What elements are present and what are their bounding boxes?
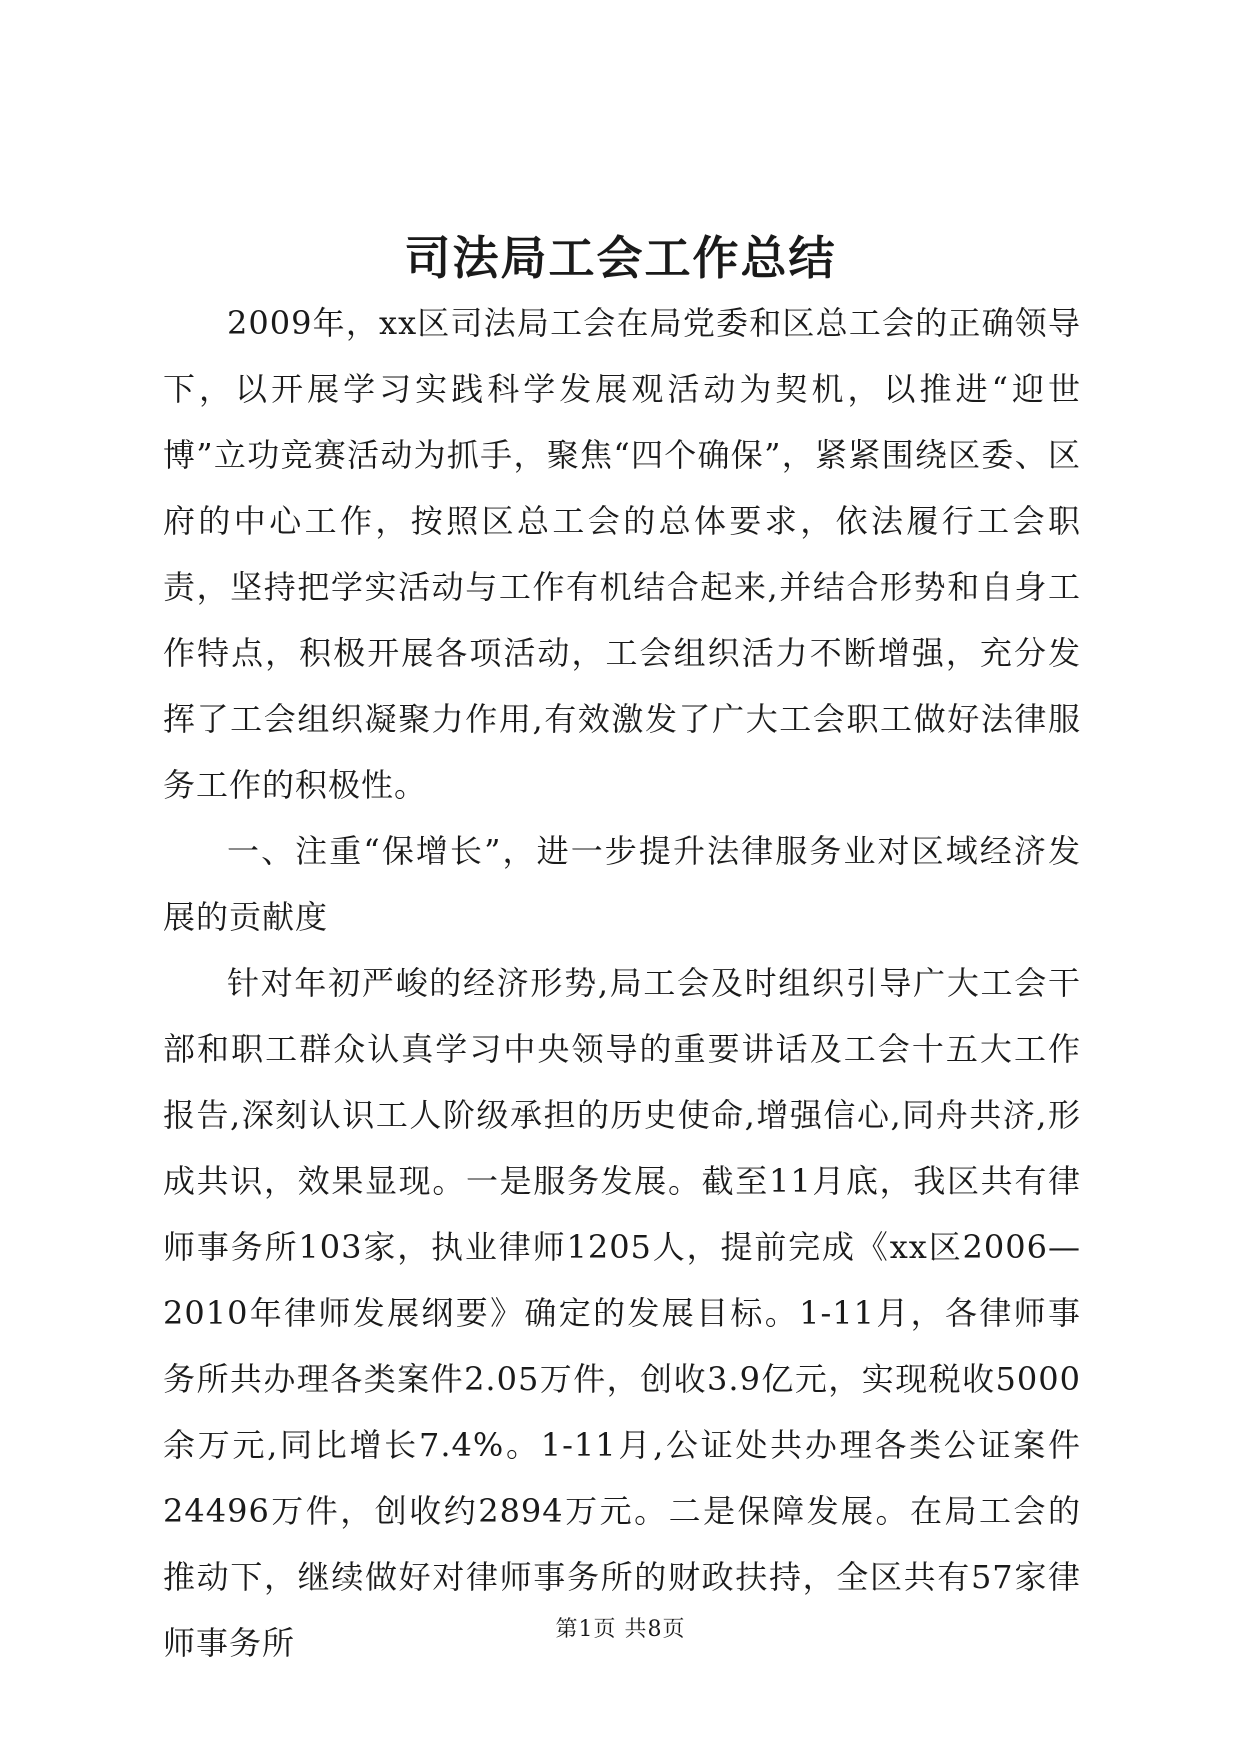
document-body — [163, 290, 1081, 1676]
paragraph-intro: 2009年，xx区司法局工会在局党委和区总工会的正确领导下，以开展学习实践科学发展观活动为契机，以推进“迎世博”立功竞赛活动为抓手，聚焦“四个确保”，紧紧围绕区委、区府的中心工作，按照区总工会的总体要求，依法履行工会职责，坚持把学实活动与工作有机结合起来,并结合形势和自身工作特点，积极开展各项活动，工会组织活力不断增强，充分发挥了工会组织凝聚力作用,有效激发了广大工会职工做好法律服务工作的积极性。 — [163, 304, 1081, 804]
section-heading-1: 一、注重“保增长”，进一步提升法律服务业对区域经济发展的贡献度 — [163, 832, 1081, 936]
document-title: 司法局工会工作总结 — [404, 231, 837, 285]
paragraph-section-1: 针对年初严峻的经济形势,局工会及时组织引导广大工会干部和职工群众认真学习中央领导的重要讲话及工会十五大工作报告,深刻认识工人阶级承担的历史使命,增强信心,同舟共济,形成共识，效果显现。一是服务发展。截至11月底，我区共有律师事务所103家，执业律师1205人，提前完成《xx区2006—2010年律师发展纲要》确定的发展目标。1-11月，各律师事务所共办理各类案件2.05万件，创收3.9亿元，实现税收5000余万元,同比增长7.4%。1-11月,公证处共办理各类公证案件24496万件，创收约2894万元。二是保障发展。在局工会的推动下，继续做好对律师事务所的财政扶持，全区共有57家律师事务所 — [163, 964, 1081, 1662]
page-number-footer: 第1页 共8页 — [555, 1617, 686, 1642]
